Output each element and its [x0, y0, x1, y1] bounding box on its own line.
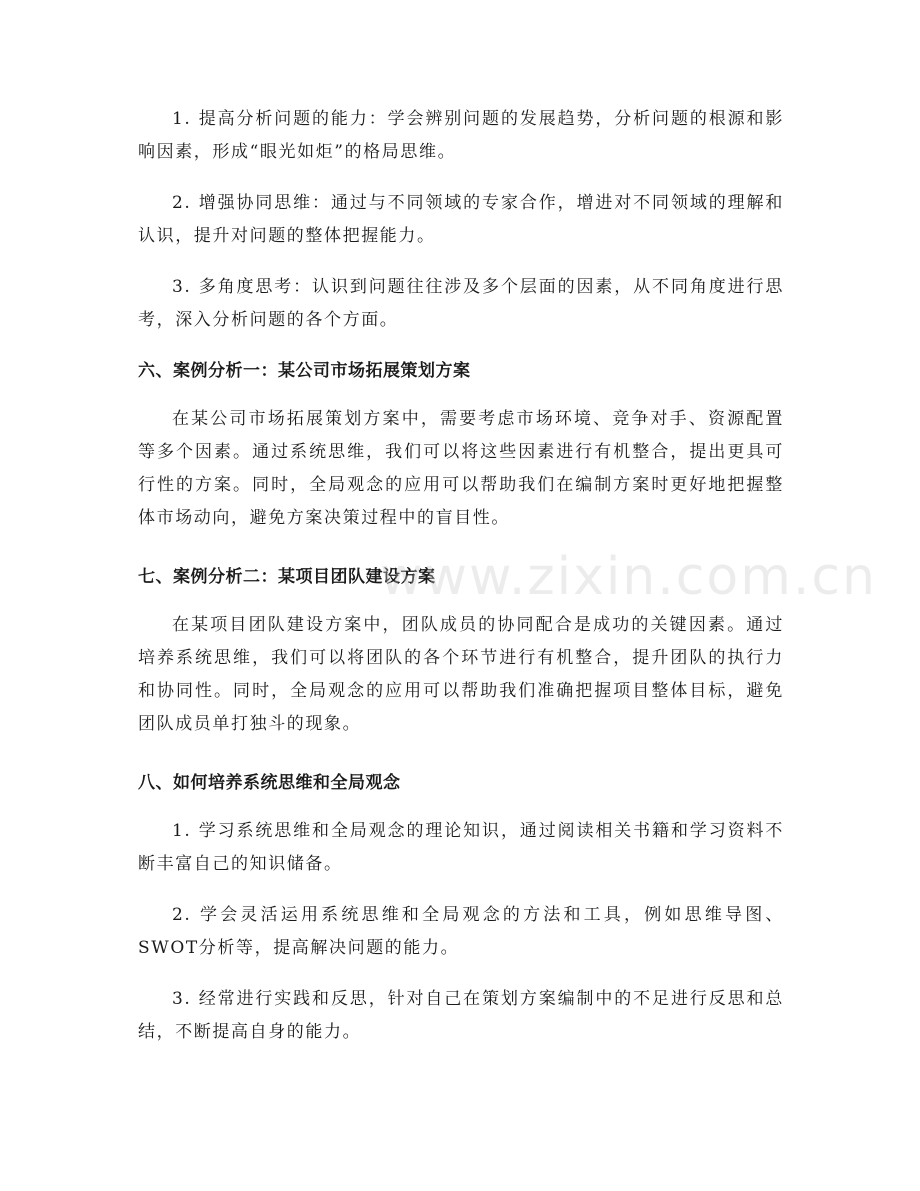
section-6-heading: 六、案例分析一：某公司市场拓展策划方案 [138, 361, 471, 381]
intro-item-1: 1. 提高分析问题的能力：学会辨别问题的发展趋势，分析问题的根源和影响因素，形成“眼光如炬”的格局思维。 [138, 109, 784, 162]
section-8-heading: 八、如何培养系统思维和全局观念 [138, 773, 401, 793]
section-7-heading: 七、案例分析二：某项目团队建设方案 [138, 567, 436, 587]
section-7-body: 在某项目团队建设方案中，团队成员的协同配合是成功的关键因素。通过培养系统思维，我们可以将团队的各个环节进行有机整合，提升团队的执行力和协同性。同时，全局观念的应用可以帮助我们准确把握项目整体目标，避免团队成员单打独斗的现象。 [138, 615, 784, 734]
section-8-item-1: 1. 学习系统思维和全局观念的理论知识，通过阅读相关书籍和学习资料不断丰富自己的知识储备。 [138, 821, 784, 874]
watermark-logo: www.zixin.com.cn [380, 547, 877, 607]
section-8-item-3: 3. 经常进行实践和反思，针对自己在策划方案编制中的不足进行反思和总结，不断提高自身的能力。 [138, 989, 784, 1042]
intro-item-3: 3. 多角度思考：认识到问题往往涉及多个层面的因素，从不同角度进行思考，深入分析问题的各个方面。 [138, 277, 784, 330]
intro-item-2: 2. 增强协同思维：通过与不同领域的专家合作，增进对不同领域的理解和认识，提升对问题的整体把握能力。 [138, 193, 784, 246]
section-8-item-2: 2. 学会灵活运用系统思维和全局观念的方法和工具，例如思维导图、SWOT分析等，提高解决问题的能力。 [138, 905, 784, 958]
section-6-body: 在某公司市场拓展策划方案中，需要考虑市场环境、竞争对手、资源配置等多个因素。通过系统思维，我们可以将这些因素进行有机整合，提出更具可行性的方案。同时，全局观念的应用可以帮助我们在编制方案时更好地把握整体市场动向，避免方案决策过程中的盲目性。 [138, 409, 784, 528]
